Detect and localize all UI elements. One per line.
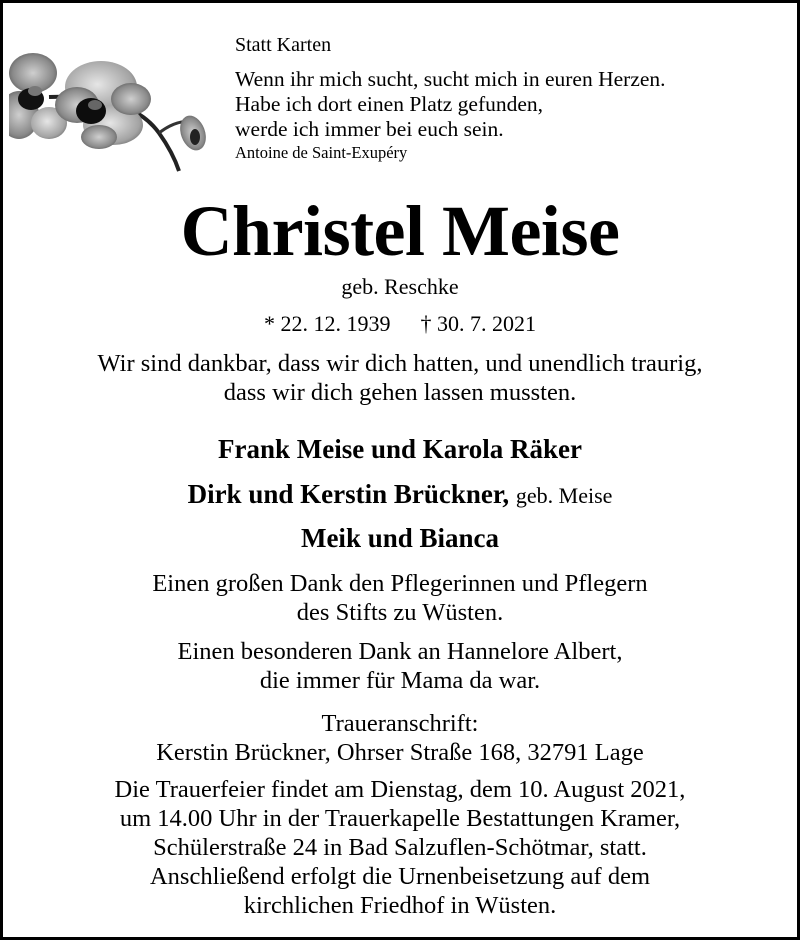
quote-line: dass wir dich gehen lassen mussten. — [223, 379, 577, 406]
ceremony-info — [3, 775, 797, 920]
family-line-2 — [3, 474, 797, 516]
text-line: Anschließend erfolgt die Urnenbeisetzung auf dem — [149, 863, 651, 890]
family-birth-name: geb. Meise — [515, 483, 613, 508]
mourning-address — [3, 709, 797, 767]
text-line: die immer für Mama da war. — [259, 667, 541, 694]
thanks-hannelore — [3, 637, 797, 695]
poem-line: Habe ich dort einen Platz gefunden, — [235, 92, 544, 116]
text-line: des Stifts zu Wüsten. — [296, 599, 504, 626]
text-line: um 14.00 Uhr in der Trauerkapelle Bestattungen Kramer, — [119, 805, 681, 832]
address-label: Traueranschrift: — [321, 710, 479, 737]
birth-name: geb. Reschke — [341, 274, 459, 299]
death-date: † 30. 7. 2021 — [420, 311, 536, 336]
statt-karten-label: Statt Karten — [235, 34, 332, 56]
family-line-3: Meik und Bianca — [300, 523, 500, 553]
orchid-flower-icon — [9, 25, 217, 175]
family-line-1: Frank Meise und Karola Räker — [218, 434, 582, 464]
poem — [235, 67, 795, 142]
poem-line: Wenn ihr mich sucht, sucht mich in euren Herzen. — [235, 67, 666, 91]
thanks-caregivers — [3, 569, 797, 627]
memorial-quote — [3, 349, 797, 407]
family-name: Dirk und Kerstin Brückner, — [187, 479, 510, 509]
deceased-name: Christel Meise — [180, 191, 620, 271]
address-value: Kerstin Brückner, Ohrser Straße 168, 32791 Lage — [156, 739, 644, 766]
life-dates — [3, 309, 797, 339]
poem-author: Antoine de Saint-Exupéry — [235, 143, 408, 162]
header-block — [235, 33, 795, 164]
birth-date: * 22. 12. 1939 — [264, 311, 391, 336]
text-line: Die Trauerfeier findet am Dienstag, dem 10. August 2021, — [114, 776, 686, 803]
quote-line: Wir sind dankbar, dass wir dich hatten, und unendlich traurig, — [97, 350, 703, 377]
text-line: Einen besonderen Dank an Hannelore Albert, — [177, 638, 623, 665]
text-line: kirchlichen Friedhof in Wüsten. — [243, 892, 557, 919]
text-line: Einen großen Dank den Pflegerinnen und Pflegern — [152, 570, 648, 597]
poem-line: werde ich immer bei euch sein. — [235, 117, 504, 141]
text-line: Schülerstraße 24 in Bad Salzuflen-Schötmar, statt. — [153, 834, 647, 861]
